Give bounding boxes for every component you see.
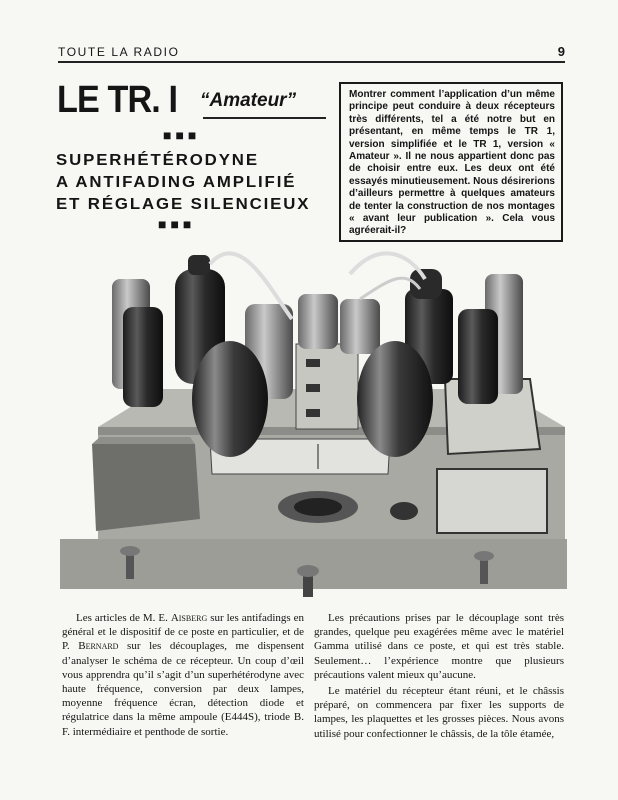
ornament-dots-top: ■■■: [163, 127, 201, 143]
running-header: [58, 45, 565, 63]
author-name: Aisberg: [170, 612, 208, 624]
intro-text: Montrer comment l’application d’un même principe peut conduire à deux récepteurs très différents, tel a été notre but en présentant, en même temps le TR 1, version simplifiée et le TR 1, version « Amateur ». Il ne nous appartient donc pas de choisir entre eux. Les deux ont été essayés minutieusement. Nous désirerions d’ailleurs permettre à quelques amateurs de tenter la construction de nos montages « avant leur publication ». Cela vous agréerait-il?: [349, 89, 555, 237]
subtitle-underline: [203, 117, 326, 119]
article-subheading: [56, 150, 310, 216]
text-run: sur les antifadings en général et le dispositif de ce poste en particulier, et de P.: [62, 612, 305, 653]
body-column-left: [62, 611, 304, 739]
subheading-line-3: ET RÉGLAGE SILENCIEUX: [56, 196, 311, 213]
receiver-chassis-illustration: [60, 249, 567, 601]
text-run: Les articles de M. E.: [76, 612, 168, 624]
receiver-photo: [60, 249, 567, 601]
subheading-line-1: SUPERHÉTÉRODYNE: [56, 152, 259, 169]
intro-box: [339, 82, 563, 242]
paragraph: [62, 611, 304, 739]
page-number: 9: [557, 44, 565, 59]
paragraph: Les précautions prises par le découplage sont très grandes, quelque peu exagérées même avec le matériel Gamma utilisé dans ce poste, et qui est très stable. Seulement… l’expérience montre que plusieurs précautions valent mieux qu’aucune.: [314, 612, 564, 681]
article-subtitle: “Amateur”: [200, 90, 297, 111]
body-column-right: [314, 611, 564, 741]
text-run: sur les découplages, me dispensent d’analyser le schéma de ce récepteur. Un coup d’œil vous apprendra qu’il s’agit d’un superhétérodyne avec haute fréquence, conversion par deux lampes, moyenne fréquence écran, détection diode et régulatrice dans la même ampoule (E444S), triode B. F. intermédiaire et penthode de sortie.: [62, 640, 305, 738]
magazine-title: TOUTE LA RADIO: [58, 45, 180, 59]
article-title: LE TR. I: [57, 79, 178, 121]
header-rule: [58, 61, 565, 63]
paragraph: Le matériel du récepteur étant réuni, et le châssis préparé, on commencera par fixer les supports de lampes, les plaquettes et les grosses pièces. Nous avons utilisé pour confectionner le châssis, de la tôle étamée,: [314, 685, 564, 740]
subheading-line-2: A ANTIFADING AMPLIFIÉ: [56, 174, 297, 191]
ornament-dots-bottom: ■■■: [158, 216, 196, 232]
author-name: Bernard: [78, 640, 119, 653]
